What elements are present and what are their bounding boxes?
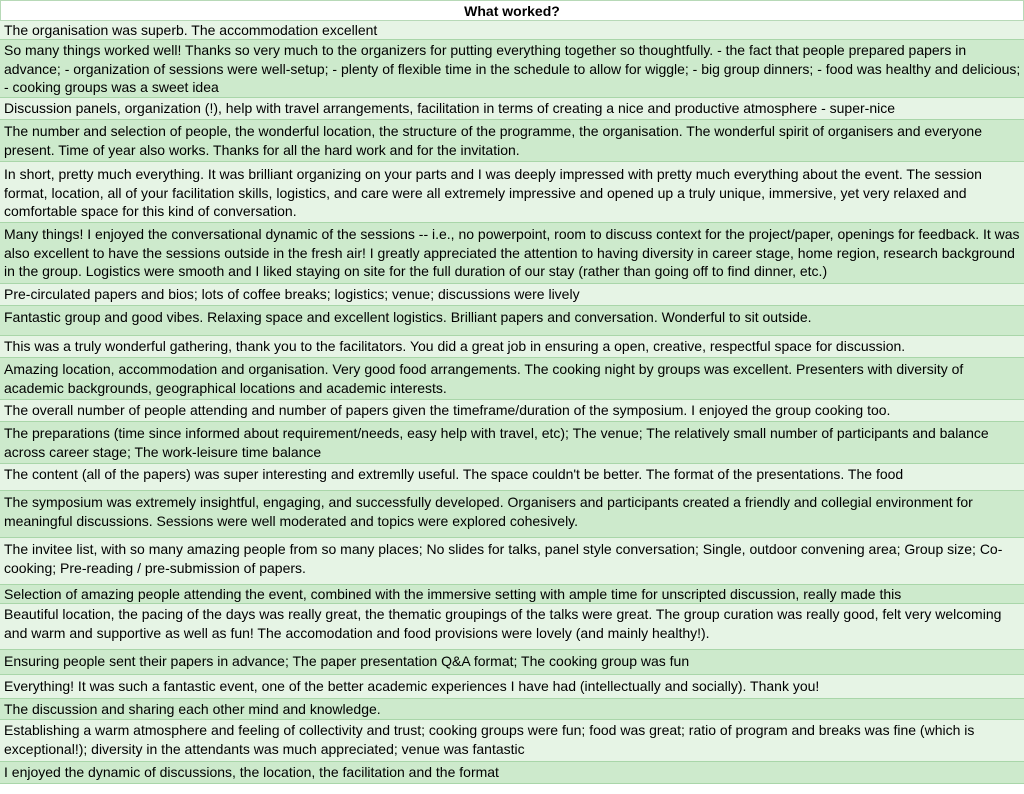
table-row: The organisation was superb. The accommodation excellent: [0, 21, 1024, 40]
table-row: I enjoyed the dynamic of discussions, the location, the facilitation and the format: [0, 762, 1024, 784]
table-row: Selection of amazing people attending the event, combined with the immersive setting with ample time for unscripted discussion, really made this: [0, 585, 1024, 604]
table-row: So many things worked well! Thanks so very much to the organizers for putting everything together so thoughtfully. - the fact that people prepared papers in advance; - organization of sessions were well-setup; - plenty of flexible time in the schedule to allow for wiggle; - big group dinners; - food was healthy and delicious; - cooking groups was a sweet idea: [0, 40, 1024, 98]
table-row: Many things! I enjoyed the conversational dynamic of the sessions -- i.e., no powerpoint, room to discuss context for the project/paper, openings for feedback. It was also excellent to have the sessions outside in the fresh air! I greatly appreciated the attention to having diversity in career stage, home region, research background in the group. Logistics were smooth and I liked staying on site for the full duration of our stay (rather than going off to find dinner, etc.): [0, 223, 1024, 284]
table-row: The symposium was extremely insightful, engaging, and successfully developed. Organisers and participants created a friendly and collegial environment for meaningful discussions. Sessions were well moderated and topics were explored cohesively.: [0, 491, 1024, 538]
table-row: Establishing a warm atmosphere and feeling of collectivity and trust; cooking groups were fun; food was great; ratio of program and breaks was fine (which is exceptional!); diversity in the attendants was much appreciated; venue was fantastic: [0, 720, 1024, 762]
table-row: In short, pretty much everything. It was brilliant organizing on your parts and I was deeply impressed with pretty much everything about the event. The session format, location, all of your facilitation skills, logistics, and care were all extremely impressive and opened up a truly unique, immersive, yet very relaxed and comfortable space for this kind of conversation.: [0, 162, 1024, 223]
table-row: The content (all of the papers) was super interesting and extremlly useful. The space couldn't be better. The format of the presentations. The food: [0, 464, 1024, 491]
table-row: Amazing location, accommodation and organisation. Very good food arrangements. The cooking night by groups was excellent. Presenters with diversity of academic backgrounds, geographical locations and academic interests.: [0, 358, 1024, 400]
table-row: The discussion and sharing each other mind and knowledge.: [0, 699, 1024, 720]
table-row: Everything! It was such a fantastic event, one of the better academic experiences I have had (intellectually and socially). Thank you!: [0, 675, 1024, 699]
table-row: Discussion panels, organization (!), help with travel arrangements, facilitation in terms of creating a nice and productive atmosphere - super-nice: [0, 98, 1024, 120]
table-row: The invitee list, with so many amazing people from so many places; No slides for talks, panel style conversation; Single, outdoor convening area; Group size; Co-cooking; Pre-reading / pre-submission of papers.: [0, 538, 1024, 585]
table-row: The number and selection of people, the wonderful location, the structure of the programme, the organisation. The wonderful spirit of organisers and everyone present. Time of year also works. Thanks for all the hard work and for the invitation.: [0, 120, 1024, 162]
table-row: Beautiful location, the pacing of the days was really great, the thematic groupings of the talks were great. The group curation was really good, felt very welcoming and warm and supportive as well as fun! The accomodation and food provisions were lovely (and mainly healthy!).: [0, 604, 1024, 650]
column-header: What worked?: [0, 0, 1024, 21]
table-row: Pre-circulated papers and bios; lots of coffee breaks; logistics; venue; discussions were lively: [0, 284, 1024, 306]
table-row: Fantastic group and good vibes. Relaxing space and excellent logistics. Brilliant papers and conversation. Wonderful to sit outside.: [0, 306, 1024, 336]
table-row: The preparations (time since informed about requirement/needs, easy help with travel, etc); The venue; The relatively small number of participants and balance across career stage; The work-leisure time balance: [0, 422, 1024, 464]
table-row: Ensuring people sent their papers in advance; The paper presentation Q&A format; The cooking group was fun: [0, 650, 1024, 675]
table-row: The overall number of people attending and number of papers given the timeframe/duration of the symposium. I enjoyed the group cooking too.: [0, 400, 1024, 422]
table-row: This was a truly wonderful gathering, thank you to the facilitators. You did a great job in ensuring a open, creative, respectful space for discussion.: [0, 336, 1024, 358]
